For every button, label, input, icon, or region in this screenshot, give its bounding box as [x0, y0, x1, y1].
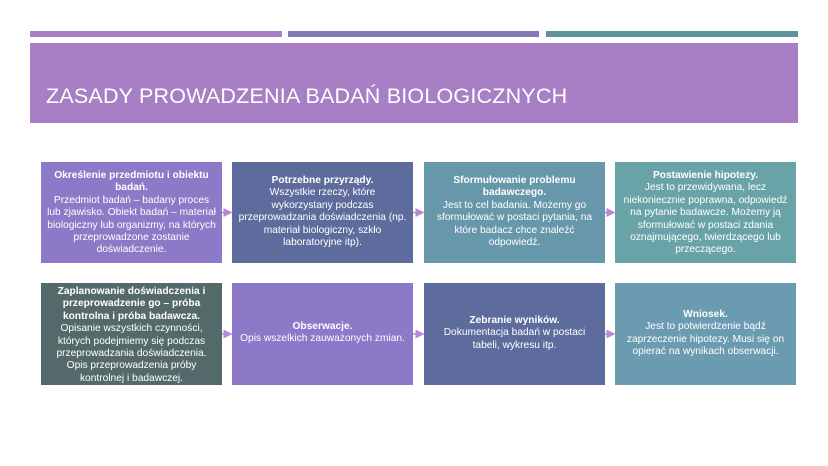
top-accent-bar-1	[30, 31, 282, 37]
step-4-box	[615, 162, 796, 263]
step-6-box	[232, 283, 413, 385]
step-2-box	[232, 162, 413, 263]
step-4-heading: Postawienie hipotezy.	[652, 170, 759, 181]
step-2-text: Wszystkie rzeczy, które wykorzystany podczas przeprowadzania doświadczenia (np. materiał biologiczny, szkło laboratoryjne itp).	[238, 187, 407, 249]
title-banner	[30, 43, 798, 123]
step-6-heading: Obserwacje.	[292, 321, 353, 332]
slide-title: ZASADY PROWADZENIA BADAŃ BIOLOGICZNYCH	[46, 84, 568, 108]
step-5-heading: Zaplanowanie doświadczenia i przeprowadzenie go – próba kontrolna i próba badawcza.	[57, 286, 206, 322]
step-3-box	[424, 162, 605, 263]
top-accent-bar-3	[546, 31, 798, 37]
step-3-text: Jest to cel badania. Możemy go sformułować w postaci pytania, na które badacz chce znaleźć odpowiedź.	[436, 199, 593, 249]
step-7-box	[424, 283, 605, 385]
step-3-heading: Sformułowanie problemu badawczego.	[453, 175, 576, 199]
step-5-text: Opisanie wszystkich czynności, których podejmiemy się podczas przeprowadzania doświadczenia. Opis przeprowadzenia próby kontrolnej i badawczej.	[56, 323, 207, 384]
step-1-heading: Określenie przedmiotu i obiektu badań.	[54, 170, 209, 194]
step-1-box	[41, 162, 222, 263]
step-8-text: Jest to potwierdzenie bądź zaprzeczenie hipotezy. Musi się on opierać na wynikach obserwacji.	[626, 321, 785, 358]
step-1-text: Przedmiot badań – badany proces lub zjawisko. Obiekt badań – materiał biologiczny lub organizmy, na których przeprowadzone zostanie doświadczenie.	[47, 194, 216, 256]
step-7-text: Dokumentacja badań w postaci tabeli, wykresu itp.	[443, 327, 586, 351]
step-6-text: Opis wszelkich zauważonych zmian.	[240, 333, 405, 345]
top-accent-bar-2	[288, 31, 539, 37]
step-7-heading: Zebranie wyników.	[469, 315, 560, 326]
step-8-box	[615, 283, 796, 385]
step-4-text: Jest to przewidywana, lecz niekoniecznie poprawna, odpowiedź na pytanie badawcze. Możemy ją sformułować w postaci zdania oznajmującego, twierdzącego lub przeczącego.	[623, 182, 788, 256]
step-8-heading: Wniosek.	[683, 309, 728, 320]
step-2-heading: Potrzebne przyrządy.	[271, 175, 374, 186]
step-5-box	[41, 283, 222, 385]
